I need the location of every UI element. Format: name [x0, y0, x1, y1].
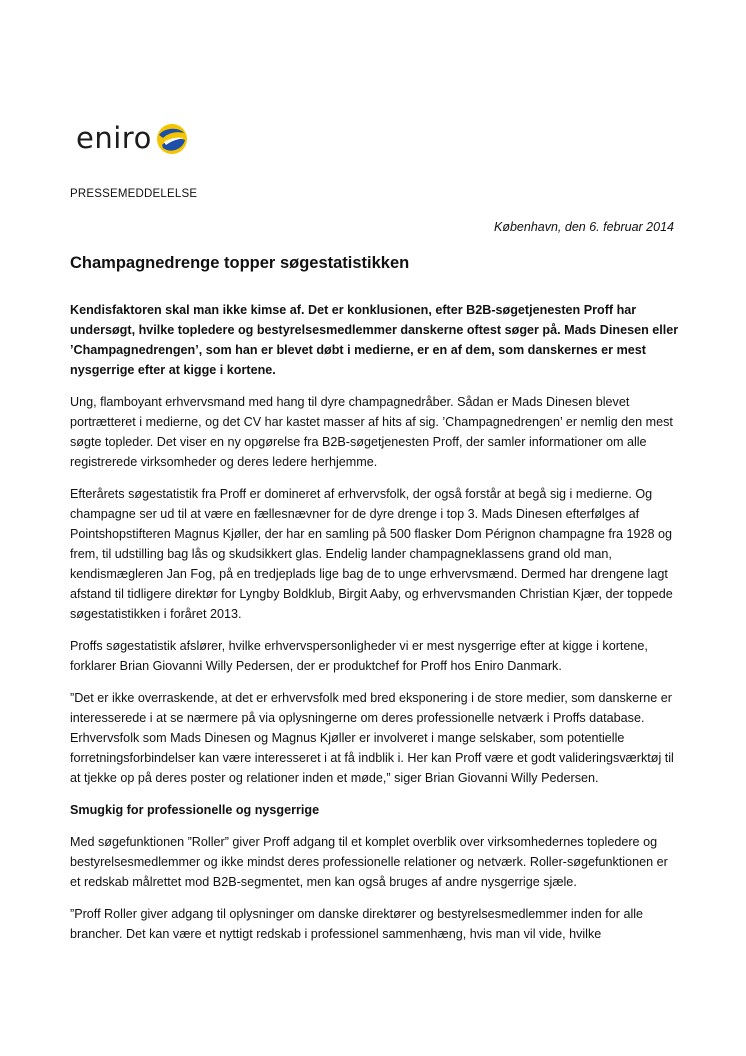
- body-paragraph: Efterårets søgestatistik fra Proff er domineret af erhvervsfolk, der også forstår at begå sig i medierne. Og champagne ser ud til at være en fællesnævner for de dyre drenge i top 3. Mads Dinesen efterfølges af Pointshopstifteren Magnus Kjøller, der har en samling på 500 flasker Dom Pérignon champagne fra 1928 og frem, til udstilling bag lås og skudsikkert glas. Endelig lander champagneklassens grand old man, kendismægleren Jan Fog, på en tredjeplads lige bag de to unge erhvervsmænd. Dermed har drengene lagt afstand til tidligere direktør for Lyngby Boldklub, Birgit Aaby, og erhvervsmanden Christian Kjær, der toppede søgestatistikken i foråret 2013.: [70, 487, 673, 621]
- body-paragraph: Ung, flamboyant erhvervsmand med hang til dyre champagnedråber. Sådan er Mads Dinesen blevet portrætteret i medierne, og det CV har kastet masser af hits af sig. ’Champagnedrengen’ er nemlig den mest søgte topleder. Det viser en ny opgørelse fra B2B-søgetjenesten Proff, der samler informationer om alle registrerede virksomheder og deres ledere herhjemme.: [70, 395, 673, 469]
- logo-wordmark: eniro: [76, 121, 152, 155]
- headline: Champagnedrenge topper søgestatistikken: [70, 254, 410, 272]
- body-paragraph: Proffs søgestatistik afslører, hvilke erhvervspersonligheder vi er mest nysgerrige efter at kigge i kortene, forklarer Brian Giovanni Willy Pedersen, der er produktchef for Proff hos Eniro Danmark.: [70, 639, 648, 673]
- eniro-logo: [76, 118, 190, 158]
- lead-paragraph: Kendisfaktoren skal man ikke kimse af. Det er konklusionen, efter B2B-søgetjenesten Proff har undersøgt, hvilke topledere og bestyrelsesmedlemmer danskerne oftest søger på. Mads Dinesen eller ’Champagnedrengen’, som han er blevet døbt i medierne, er en af dem, som danskernes er mest nysgerrige efter at kigge i kortene.: [70, 303, 679, 377]
- article-body: [70, 300, 680, 956]
- press-release-label: PRESSEMEDDELELSE: [70, 188, 198, 200]
- dateline: København, den 6. februar 2014: [494, 220, 674, 234]
- section-subheading: Smugkig for professionelle og nysgerrige: [70, 803, 320, 817]
- body-paragraph: ”Proff Roller giver adgang til oplysninger om danske direktører og bestyrelsesmedlemmer inden for alle brancher. Det kan være et nyttigt redskab i professionel sammenhæng, hvis man vil vide, hvilke: [70, 907, 644, 941]
- body-paragraph: Med søgefunktionen ”Roller” giver Proff adgang til et komplet overblik over virksomhedernes topledere og bestyrelsesmedlemmer og ikke mindst deres professionelle relationer og netværk. Roller-søgefunktionen er et redskab målrettet mod B2B-segmentet, men kan også bruges af andre nysgerrige sjæle.: [70, 835, 668, 889]
- body-paragraph: ”Det er ikke overraskende, at det er erhvervsfolk med bred eksponering i de store medier, som danskerne er interesserede i at se nærmere på via oplysningerne om deres professionelle netværk i Proffs database. Erhvervsfolk som Mads Dinesen og Magnus Kjøller er involveret i mange selskaber, som potentielle forretningsforbindelser kan være interesseret i at få indblik i. Her kan Proff være et godt valideringsværktøj til at tjekke op på deres poster og relationer inden et møde,” siger Brian Giovanni Willy Pedersen.: [70, 691, 674, 785]
- eniro-swirl-icon: [154, 121, 190, 157]
